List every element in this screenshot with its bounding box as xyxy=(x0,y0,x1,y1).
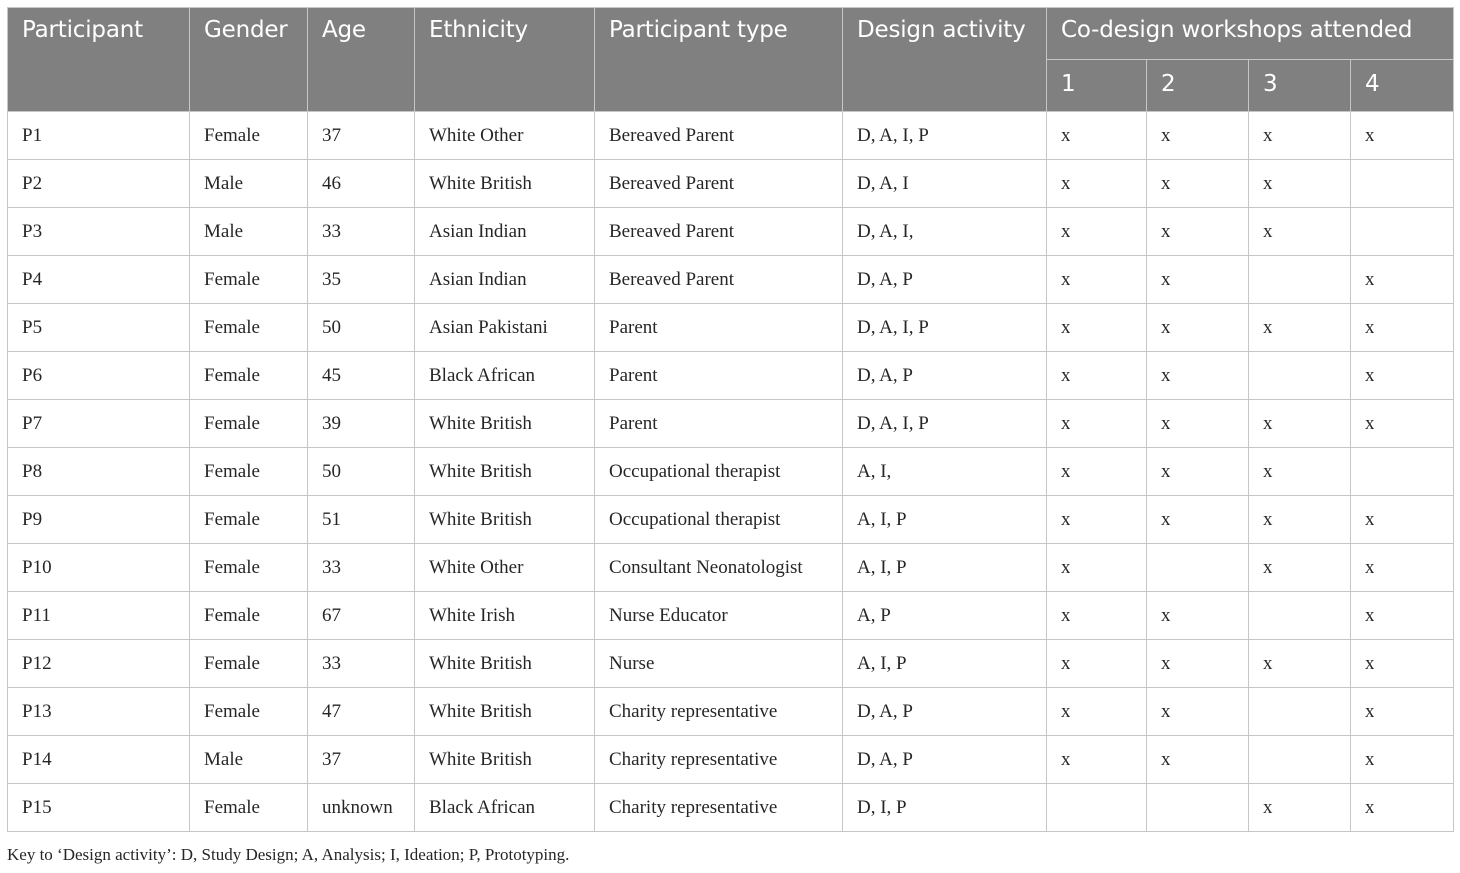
cell-gender: Female xyxy=(190,352,308,400)
cell-participant-type: Charity representative xyxy=(595,736,843,784)
cell-ethnicity: Asian Indian xyxy=(415,256,595,304)
cell-participant-type: Occupational therapist xyxy=(595,496,843,544)
cell-age: 67 xyxy=(308,592,415,640)
cell-participant: P2 xyxy=(8,160,190,208)
cell-gender: Female xyxy=(190,112,308,160)
cell-workshop-3: x xyxy=(1249,160,1351,208)
cell-age: 33 xyxy=(308,208,415,256)
table-row xyxy=(8,736,1454,784)
cell-workshop-1: x xyxy=(1047,112,1147,160)
table-row xyxy=(8,784,1454,832)
cell-design-activity: D, A, P xyxy=(843,352,1047,400)
cell-workshop-1 xyxy=(1047,784,1147,832)
cell-design-activity: D, A, I, P xyxy=(843,112,1047,160)
cell-ethnicity: White British xyxy=(415,640,595,688)
cell-age: 50 xyxy=(308,304,415,352)
cell-workshop-2: x xyxy=(1147,256,1249,304)
cell-ethnicity: White British xyxy=(415,496,595,544)
cell-workshop-2: x xyxy=(1147,496,1249,544)
cell-participant: P13 xyxy=(8,688,190,736)
cell-design-activity: A, I, P xyxy=(843,544,1047,592)
cell-workshop-4: x xyxy=(1351,736,1454,784)
cell-workshop-3: x xyxy=(1249,208,1351,256)
cell-participant-type: Bereaved Parent xyxy=(595,256,843,304)
cell-design-activity: A, I, P xyxy=(843,640,1047,688)
cell-design-activity: A, I, xyxy=(843,448,1047,496)
cell-age: 37 xyxy=(308,736,415,784)
cell-participant: P9 xyxy=(8,496,190,544)
cell-workshop-3 xyxy=(1249,592,1351,640)
cell-workshop-4: x xyxy=(1351,256,1454,304)
cell-workshop-3: x xyxy=(1249,496,1351,544)
cell-workshop-4 xyxy=(1351,160,1454,208)
cell-participant-type: Bereaved Parent xyxy=(595,160,843,208)
cell-workshop-4: x xyxy=(1351,112,1454,160)
cell-workshop-2: x xyxy=(1147,400,1249,448)
cell-age: unknown xyxy=(308,784,415,832)
cell-participant: P15 xyxy=(8,784,190,832)
cell-design-activity: D, A, I, xyxy=(843,208,1047,256)
cell-workshop-4: x xyxy=(1351,688,1454,736)
table-row xyxy=(8,304,1454,352)
cell-workshop-4: x xyxy=(1351,784,1454,832)
cell-participant-type: Parent xyxy=(595,304,843,352)
table-row xyxy=(8,112,1454,160)
cell-gender: Female xyxy=(190,256,308,304)
cell-participant: P7 xyxy=(8,400,190,448)
cell-design-activity: D, A, I, P xyxy=(843,304,1047,352)
cell-workshop-2: x xyxy=(1147,592,1249,640)
cell-workshop-2 xyxy=(1147,784,1249,832)
cell-workshop-1: x xyxy=(1047,208,1147,256)
cell-gender: Male xyxy=(190,160,308,208)
cell-design-activity: D, A, P xyxy=(843,256,1047,304)
table-row xyxy=(8,640,1454,688)
header-workshop-3: 3 xyxy=(1249,60,1351,112)
table-row xyxy=(8,352,1454,400)
cell-participant: P5 xyxy=(8,304,190,352)
header-design-activity: Design activity xyxy=(843,8,1047,112)
header-workshop-1: 1 xyxy=(1047,60,1147,112)
cell-workshop-4: x xyxy=(1351,592,1454,640)
cell-gender: Female xyxy=(190,592,308,640)
cell-workshop-4 xyxy=(1351,448,1454,496)
cell-age: 33 xyxy=(308,640,415,688)
cell-participant: P6 xyxy=(8,352,190,400)
cell-ethnicity: White British xyxy=(415,400,595,448)
cell-gender: Female xyxy=(190,640,308,688)
cell-workshop-4: x xyxy=(1351,304,1454,352)
header-workshop-2: 2 xyxy=(1147,60,1249,112)
cell-workshop-2: x xyxy=(1147,208,1249,256)
header-participant-type: Participant type xyxy=(595,8,843,112)
cell-gender: Female xyxy=(190,784,308,832)
cell-participant-type: Nurse xyxy=(595,640,843,688)
table-row xyxy=(8,544,1454,592)
table-row xyxy=(8,400,1454,448)
cell-workshop-4: x xyxy=(1351,400,1454,448)
cell-age: 39 xyxy=(308,400,415,448)
cell-ethnicity: White Other xyxy=(415,112,595,160)
table-body xyxy=(8,112,1454,832)
table-row xyxy=(8,592,1454,640)
cell-ethnicity: White British xyxy=(415,736,595,784)
cell-workshop-4: x xyxy=(1351,640,1454,688)
table-row xyxy=(8,160,1454,208)
cell-workshop-3: x xyxy=(1249,400,1351,448)
cell-workshop-3: x xyxy=(1249,304,1351,352)
cell-workshop-4 xyxy=(1351,208,1454,256)
header-ethnicity: Ethnicity xyxy=(415,8,595,112)
cell-gender: Female xyxy=(190,688,308,736)
cell-workshop-3: x xyxy=(1249,544,1351,592)
cell-workshop-1: x xyxy=(1047,160,1147,208)
cell-ethnicity: Black African xyxy=(415,352,595,400)
cell-workshop-1: x xyxy=(1047,256,1147,304)
cell-workshop-3: x xyxy=(1249,112,1351,160)
cell-participant: P4 xyxy=(8,256,190,304)
cell-age: 51 xyxy=(308,496,415,544)
cell-ethnicity: White British xyxy=(415,688,595,736)
cell-age: 35 xyxy=(308,256,415,304)
cell-age: 46 xyxy=(308,160,415,208)
cell-gender: Female xyxy=(190,544,308,592)
cell-ethnicity: White British xyxy=(415,448,595,496)
participants-table-container xyxy=(7,7,1453,832)
cell-workshop-1: x xyxy=(1047,544,1147,592)
cell-participant: P12 xyxy=(8,640,190,688)
table-caption: Key to ‘Design activity’: D, Study Design; A, Analysis; I, Ideation; P, Prototyping. xyxy=(7,845,570,864)
cell-workshop-2: x xyxy=(1147,304,1249,352)
cell-gender: Female xyxy=(190,304,308,352)
cell-workshop-2: x xyxy=(1147,112,1249,160)
cell-ethnicity: White Irish xyxy=(415,592,595,640)
cell-workshop-1: x xyxy=(1047,304,1147,352)
cell-design-activity: D, A, I xyxy=(843,160,1047,208)
cell-age: 47 xyxy=(308,688,415,736)
table-row xyxy=(8,688,1454,736)
cell-workshop-3: x xyxy=(1249,448,1351,496)
cell-workshop-2: x xyxy=(1147,448,1249,496)
cell-participant-type: Nurse Educator xyxy=(595,592,843,640)
cell-workshop-1: x xyxy=(1047,448,1147,496)
cell-age: 50 xyxy=(308,448,415,496)
table-row xyxy=(8,496,1454,544)
cell-workshop-3: x xyxy=(1249,784,1351,832)
cell-workshop-2: x xyxy=(1147,160,1249,208)
cell-participant-type: Bereaved Parent xyxy=(595,208,843,256)
cell-workshop-3 xyxy=(1249,256,1351,304)
header-age: Age xyxy=(308,8,415,112)
cell-participant-type: Parent xyxy=(595,352,843,400)
cell-workshop-3 xyxy=(1249,688,1351,736)
cell-workshop-1: x xyxy=(1047,496,1147,544)
header-workshop-4: 4 xyxy=(1351,60,1454,112)
cell-workshop-1: x xyxy=(1047,592,1147,640)
cell-gender: Female xyxy=(190,448,308,496)
table-row xyxy=(8,256,1454,304)
cell-design-activity: D, A, P xyxy=(843,736,1047,784)
cell-ethnicity: Black African xyxy=(415,784,595,832)
cell-workshop-1: x xyxy=(1047,688,1147,736)
cell-ethnicity: White British xyxy=(415,160,595,208)
cell-participant-type: Bereaved Parent xyxy=(595,112,843,160)
cell-participant: P11 xyxy=(8,592,190,640)
cell-participant-type: Occupational therapist xyxy=(595,448,843,496)
cell-ethnicity: White Other xyxy=(415,544,595,592)
cell-workshop-2: x xyxy=(1147,736,1249,784)
table-row xyxy=(8,448,1454,496)
cell-gender: Female xyxy=(190,496,308,544)
cell-gender: Male xyxy=(190,208,308,256)
cell-workshop-2: x xyxy=(1147,352,1249,400)
cell-participant-type: Parent xyxy=(595,400,843,448)
cell-workshop-2: x xyxy=(1147,688,1249,736)
cell-participant: P3 xyxy=(8,208,190,256)
cell-design-activity: A, I, P xyxy=(843,496,1047,544)
cell-participant: P8 xyxy=(8,448,190,496)
cell-participant-type: Charity representative xyxy=(595,784,843,832)
header-workshops: Co-design workshops attended xyxy=(1047,8,1454,60)
cell-participant: P10 xyxy=(8,544,190,592)
table-row xyxy=(8,208,1454,256)
cell-workshop-3 xyxy=(1249,352,1351,400)
cell-workshop-2: x xyxy=(1147,640,1249,688)
cell-workshop-1: x xyxy=(1047,352,1147,400)
cell-participant-type: Charity representative xyxy=(595,688,843,736)
cell-gender: Male xyxy=(190,736,308,784)
cell-gender: Female xyxy=(190,400,308,448)
cell-participant: P1 xyxy=(8,112,190,160)
cell-participant: P14 xyxy=(8,736,190,784)
cell-workshop-1: x xyxy=(1047,400,1147,448)
cell-design-activity: A, P xyxy=(843,592,1047,640)
cell-workshop-1: x xyxy=(1047,736,1147,784)
cell-workshop-4: x xyxy=(1351,496,1454,544)
cell-ethnicity: Asian Indian xyxy=(415,208,595,256)
cell-age: 37 xyxy=(308,112,415,160)
cell-design-activity: D, A, P xyxy=(843,688,1047,736)
cell-participant-type: Consultant Neonatologist xyxy=(595,544,843,592)
cell-workshop-3: x xyxy=(1249,640,1351,688)
cell-workshop-2 xyxy=(1147,544,1249,592)
cell-age: 45 xyxy=(308,352,415,400)
cell-workshop-1: x xyxy=(1047,640,1147,688)
cell-workshop-4: x xyxy=(1351,352,1454,400)
cell-design-activity: D, A, I, P xyxy=(843,400,1047,448)
cell-workshop-3 xyxy=(1249,736,1351,784)
cell-ethnicity: Asian Pakistani xyxy=(415,304,595,352)
table-header xyxy=(8,8,1454,112)
cell-age: 33 xyxy=(308,544,415,592)
participants-table xyxy=(7,7,1454,832)
cell-design-activity: D, I, P xyxy=(843,784,1047,832)
cell-workshop-4: x xyxy=(1351,544,1454,592)
header-gender: Gender xyxy=(190,8,308,112)
header-participant: Participant xyxy=(8,8,190,112)
